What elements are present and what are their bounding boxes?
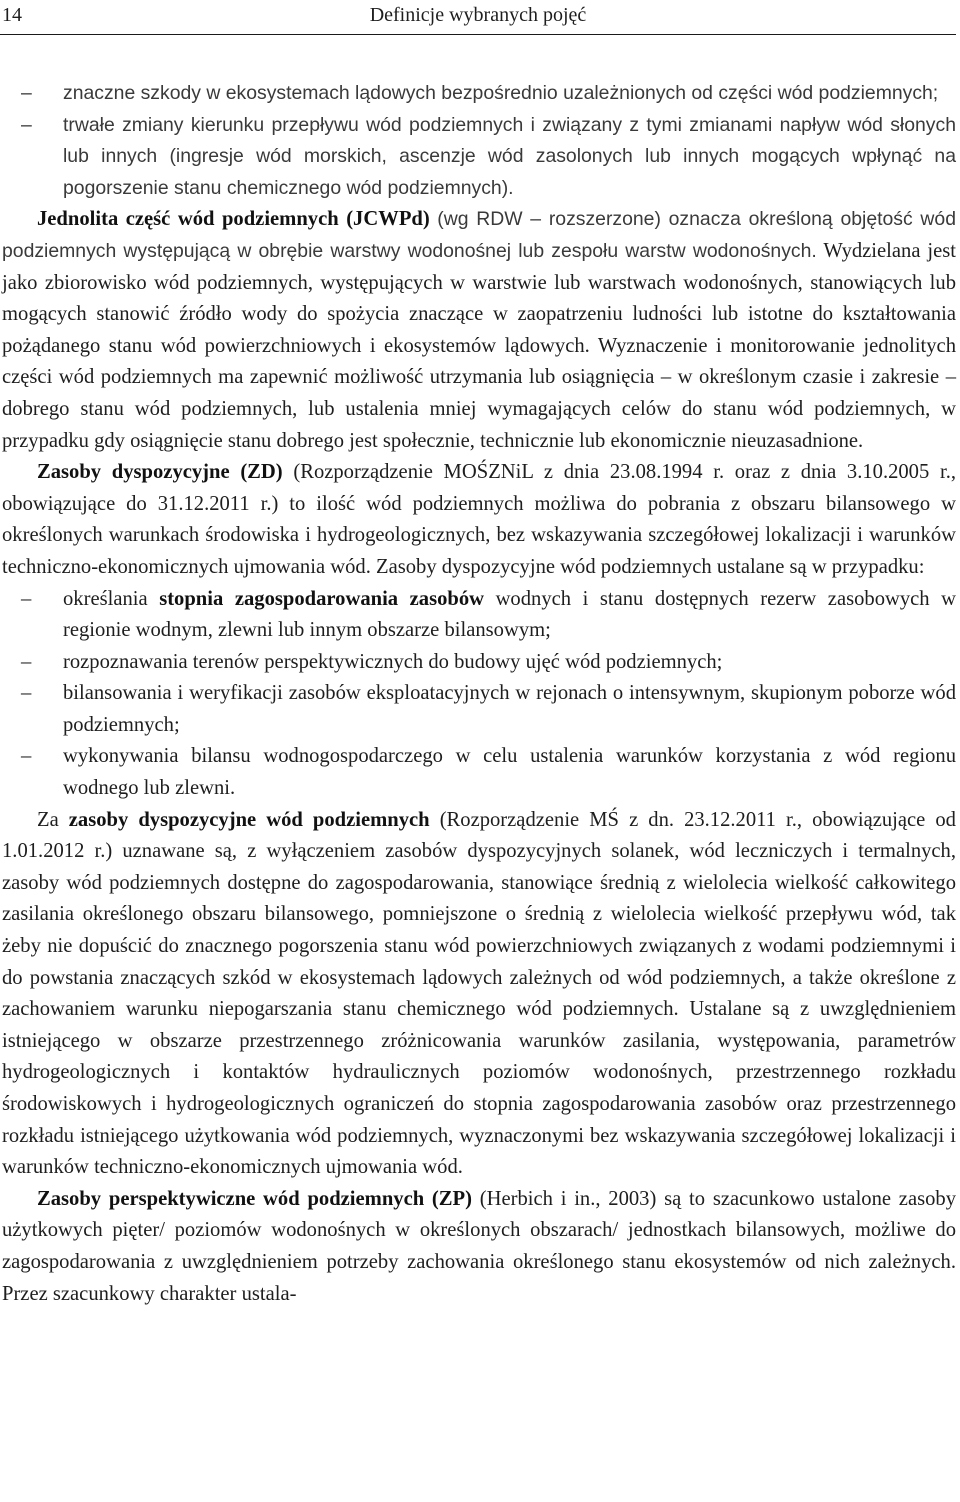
term-highlight: stopnia zagospodarowania zasobów bbox=[159, 587, 485, 610]
paragraph-zp bbox=[2, 1184, 956, 1310]
dash-marker: – bbox=[21, 113, 32, 136]
definition-text: (Rozporządzenie MŚ z dn. 23.12.2011 r., obowiązujące od 1.01.2012 r.) uznawane są, z wyłączeniem zasobów dyspozycyjnych solanek, wód leczniczych i termalnych, zasoby wód podziemnych dostępne do zagospodarowania, stanowiące średnią z wielolecia wielkość całkowitego zasilania określonego obszaru bilansowego, pomniejszone o średnią z wielolecia wielkość przepływu wód, tak żeby nie dopuścić do znacznego pogorszenia stanu wód powierzchniowych związanych z wodami podziemnymi i do powstania znaczących szkód w ekosystemach lądowych zależnych od wód podziemnych, a także określone z zachowaniem warunku niepogarszania stanu chemicznego wód podziemnych. Ustalane są z uwzględnieniem istniejącego w obszarze przestrzennego zróżnicowania warunków zasilania, występowania, parametrów hydrogeologicznych i kontaktów hydraulicznych poziomów wodonośnych, przestrzennego rozkładu środowiskowych i hydrogeologicznych ograniczeń do stopnia zagospodarowania zasobów oraz przestrzennego rozkładu istniejącego użytkowania wód podziemnych, wyznaczonymi bez wskazywania szczegółowej lokalizacji i warunków techniczno-ekonomicznych ujmowania wód. bbox=[2, 808, 956, 1179]
dash-marker: – bbox=[21, 745, 32, 768]
page-number: 14 bbox=[2, 4, 22, 26]
list-item-text: bilansowania i weryfikacji zasobów eksploatacyjnych w rejonach o intensywnym, skupionym poborze wód podziemnych; bbox=[63, 682, 956, 736]
definition-text: (Rozporządzenie MOŚZNiL z dnia 23.08.1994 r. oraz z dnia 3.10.2005 r., obowiązujące do 31.12.2011 r.) to ilość wód podziemnych możliwa do pobrania z obszaru bilansowego w określonych warunkach środowiska i hydrogeologicznych, bez wskazywania szczegółowej lokalizacji i warunków techniczno-ekonomicznych ujmowania wód. Zasoby dyspozycyjne wód podziemnych ustalane są w przypadku: bbox=[2, 461, 956, 578]
paragraph-zd-2012 bbox=[2, 805, 956, 1184]
list-item-text: określania bbox=[63, 587, 160, 610]
definition-lead: (wg RDW – rozszerzone) oznacza określoną objętość wód podziemnych występującą w obrębie warstwy wodonośnej lub zespołu warstw wodonośnych. bbox=[2, 208, 957, 262]
page-header bbox=[0, 0, 956, 35]
list-item bbox=[2, 741, 956, 804]
list-item bbox=[2, 78, 956, 110]
list-item-text: rozpoznawania terenów perspektywicznych do budowy ujęć wód podziemnych; bbox=[63, 650, 723, 673]
dash-marker: – bbox=[21, 682, 32, 705]
list-item-text: wykonywania bilansu wodnogospodarczego w celu ustalenia warunków korzystania z wód regionu wodnego lub zlewni. bbox=[63, 745, 956, 800]
list-item bbox=[2, 110, 956, 205]
definition-text: Wydzielana jest jako zbiorowisko wód podziemnych, występujących w warstwie lub warstwach wodonośnych, stanowiących lub mogących stanowić źródło wody do spożycia znaczące w zaopatrzeniu ludności lub istotne do kształtowania pożądanego stanu wód powierzchniowych i ekosystemów lądowych. Wyznaczenie i monitorowanie jednolitych części wód podziemnych ma zapewnić możliwość utrzymania lub osiągnięcia – w określonym czasie i zakresie – dobrego stanu wód podziemnych, lub ustalenia mniej wymagających celów do stanu wód podziemnych, w przypadku gdy osiągnięcie stanu dobrego jest społecznie, technicznie lub ekonomicznie nieuzasadnione. bbox=[2, 239, 957, 452]
list-item bbox=[2, 678, 956, 741]
running-title: Definicje wybranych pojęć bbox=[369, 4, 587, 26]
term-jcwpd: Jednolita część wód podziemnych (JCWPd) bbox=[37, 208, 430, 231]
term-zd: Zasoby dyspozycyjne (ZD) bbox=[37, 461, 283, 484]
paragraph-zd bbox=[2, 457, 956, 583]
definition-text: (Herbich i in., 2003) są to szacunkowo ustalone zasoby użytkowych pięter/ poziomów wodonośnych w określonych obszarach/ jednostkach bilansowych, możliwe do zagospodarowania z uwzględnieniem potrzeby zachowania określonego stanu ekosystemów od nich zależnych. Przez szacunkowy charakter ustala- bbox=[2, 1187, 956, 1305]
paragraph-jcwpd bbox=[2, 204, 956, 457]
term-zd-2012: zasoby dyspozycyjne wód podziemnych bbox=[68, 808, 430, 831]
dash-marker: – bbox=[21, 82, 32, 104]
body-text bbox=[2, 78, 956, 1310]
lead-word: Za bbox=[37, 808, 69, 831]
dash-marker: – bbox=[21, 650, 32, 673]
list-item-text: wodnych i stanu dostępnych rezerw zasobowych w regionie wodnym, zlewni lub innym obszarze bilansowym; bbox=[63, 587, 957, 642]
list-item bbox=[2, 584, 956, 647]
term-zp: Zasoby perspektywiczne wód podziemnych (ZP) bbox=[37, 1187, 472, 1210]
dash-marker: – bbox=[21, 587, 32, 610]
list-item-text: znaczne szkody w ekosystemach lądowych bezpośrednio uzależnionych od części wód podziemnych; bbox=[63, 82, 939, 104]
list-item bbox=[2, 647, 956, 679]
list-item-text: trwałe zmiany kierunku przepływu wód podziemnych i związany z tymi zmianami napływ wód słonych lub innych (ingresje wód morskich, ascenzje wód zasolonych lub innych mogących wpłynąć na pogorszenie stanu chemicznego wód podziemnych). bbox=[63, 113, 956, 199]
